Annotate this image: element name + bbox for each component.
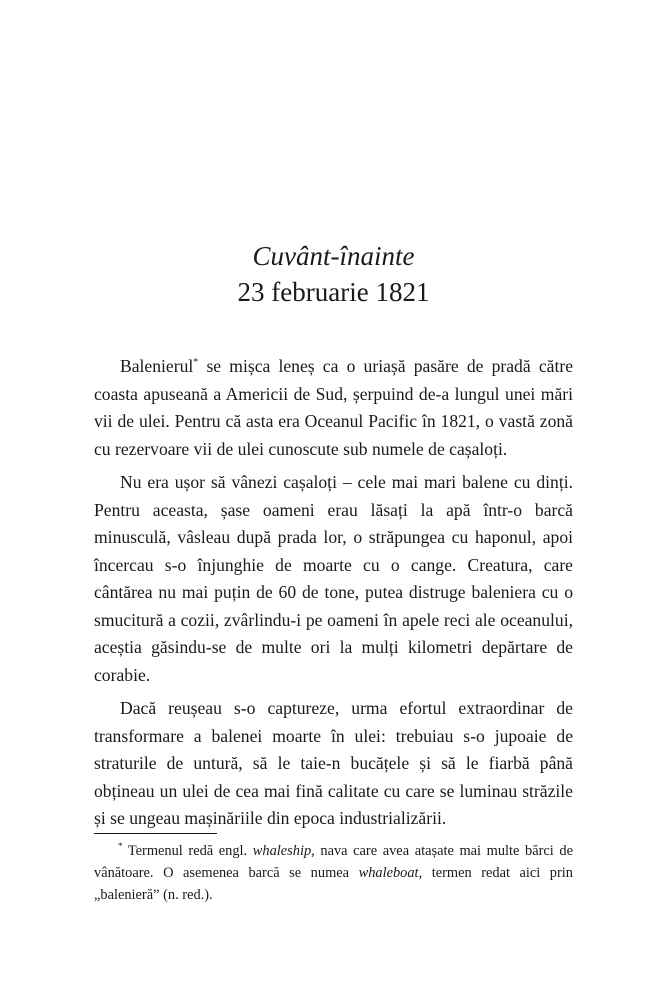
chapter-title: Cuvânt-înainte	[252, 241, 415, 271]
paragraph-1-rest: se mișca leneș ca o uriașă pasăre de pradă către coasta apuseană a Americii de Sud, șerpuind de-a lungul unei mări vii de ulei. Pentru că asta era Oceanul Pacific în 1821, o vastă zonă cu rezervoare vii de ulei cunoscute sub numele de cașaloți.	[94, 356, 573, 459]
paragraph-1	[94, 353, 573, 463]
footnote	[94, 840, 573, 906]
chapter-heading	[0, 238, 667, 310]
footnote-term-whaleship: whaleship	[252, 843, 312, 859]
paragraph-2: Nu era ușor să vânezi cașaloți – cele mai mari balene cu dinți. Pentru aceasta, șase oameni erau lăsați la apă într-o barcă minusculă, vâsleau după prada lor, o străpungea cu haponul, apoi încercau s-o înjunghie de moarte cu o cange. Creatura, care cântărea nu mai puțin de 60 de tone, putea distruge baleniera cu o smucitură a cozii, zvârlindu-i pe oameni în apele reci ale oceanului, aceștia găsindu-se de multe ori la mulți kilometri depărtare de corabie.	[94, 472, 573, 685]
footnote-reference: *	[193, 357, 199, 369]
footnote-divider	[94, 833, 217, 834]
body-text	[94, 353, 573, 833]
chapter-date: 23 februarie 1821	[237, 277, 430, 307]
paragraph-1-start: Balenierul	[120, 356, 194, 376]
paragraph-3: Dacă reușeau s-o captureze, urma efortul extraordinar de transformare a balenei moarte în ulei: trebuiau s-o jupoaie de straturile de untură, să le taie-n bucățele și să le fiarbă până obțineau un ulei de cea mai fină calitate cu care se luminau străzile și se ungeau mașinăriile din epoca industrializării.	[94, 698, 573, 828]
footnote-text-2: , nava care avea atașate mai multe bărci de vânătoare. O asemenea barcă se numea	[94, 843, 573, 881]
footnote-term-whaleboat: whaleboat	[358, 865, 419, 881]
footnote-text-1: Termenul redă engl.	[122, 843, 253, 859]
footnote-text-3: , termen redat aici prin „balenieră” (n. red.).	[94, 865, 573, 903]
footnote-marker: *	[118, 841, 123, 852]
